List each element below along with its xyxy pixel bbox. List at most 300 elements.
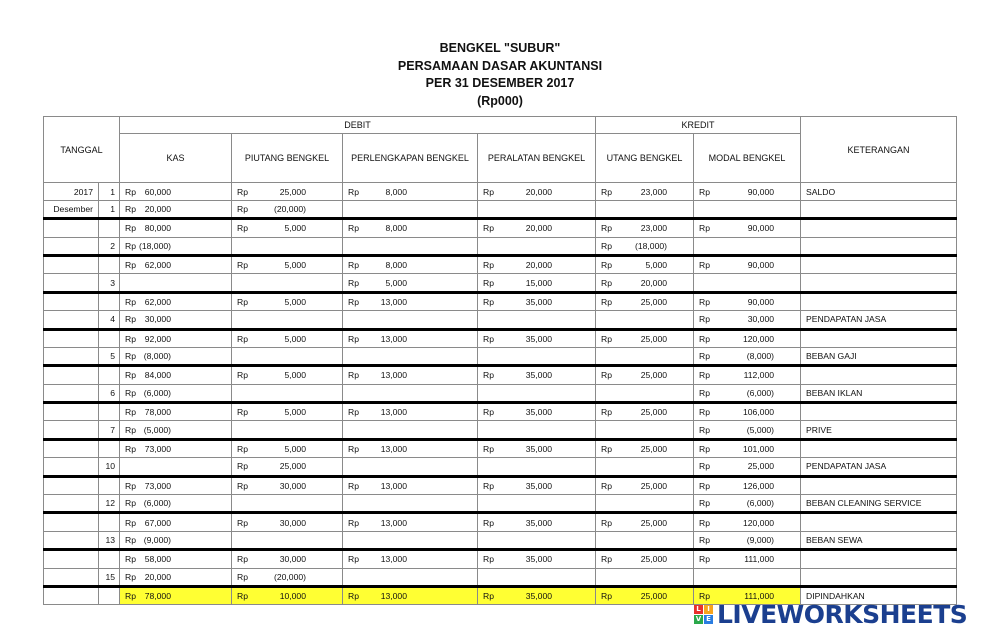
amount-value: 20,000 <box>525 260 553 271</box>
amount-value: 126,000 <box>742 480 775 491</box>
cell-peral <box>478 421 596 439</box>
amount-value: 90,000 <box>747 260 775 271</box>
amount-value: 8,000 <box>385 223 407 234</box>
table-row <box>44 495 957 513</box>
amount-value: (5,000) <box>143 424 171 435</box>
amount-value: 101,000 <box>742 444 775 455</box>
cell-utang <box>596 550 694 568</box>
currency-label: Rp <box>483 186 494 197</box>
cell-perl <box>343 183 478 200</box>
cell-tanggal <box>44 292 99 310</box>
currency-label: Rp <box>483 277 494 288</box>
currency-label: Rp <box>348 517 359 528</box>
cell-utang <box>596 439 694 457</box>
cell-kas <box>120 347 232 365</box>
amount-value: 106,000 <box>742 407 775 418</box>
currency-label: Rp <box>125 444 136 455</box>
cell-day: 6 <box>99 384 120 402</box>
cell-perl <box>343 255 478 273</box>
col-header-kas: KAS <box>120 134 232 183</box>
amount-value: 25,000 <box>747 461 775 472</box>
currency-label: Rp <box>348 444 359 455</box>
cell-day <box>99 292 120 310</box>
liveworksheets-wordmark: LIVEWORKSHEETS <box>717 599 968 629</box>
amount-value: 25,000 <box>279 461 306 472</box>
currency-label: Rp <box>125 240 136 251</box>
currency-label: Rp <box>483 554 494 565</box>
amount-value: 78,000 <box>144 591 171 602</box>
cell-modal <box>694 347 801 365</box>
cell-modal <box>694 439 801 457</box>
currency-label: Rp <box>483 591 494 602</box>
cell-kas <box>120 586 232 604</box>
currency-label: Rp <box>348 296 359 307</box>
currency-label: Rp <box>237 203 248 214</box>
col-header-perlengkapan: PERLENGKAPAN BENGKEL <box>343 134 478 183</box>
cell-kas <box>120 384 232 402</box>
table-row <box>44 421 957 439</box>
amount-value: 80,000 <box>144 223 171 234</box>
table-row <box>44 403 957 421</box>
cell-tanggal <box>44 255 99 273</box>
cell-modal <box>694 495 801 513</box>
table-row <box>44 292 957 310</box>
amount-value: 5,000 <box>284 444 306 455</box>
currency-label: Rp <box>483 223 494 234</box>
amount-value: (9,000) <box>746 535 775 545</box>
cell-piutang <box>232 495 343 513</box>
cell-tanggal <box>44 586 99 604</box>
cell-piutang <box>232 366 343 384</box>
cell-peral <box>478 403 596 421</box>
cell-perl <box>343 586 478 604</box>
cell-utang <box>596 274 694 292</box>
currency-label: Rp <box>125 407 136 418</box>
cell-keterangan: BEBAN CLEANING SERVICE <box>801 495 957 513</box>
cell-day: 1 <box>99 200 120 218</box>
cell-perl <box>343 366 478 384</box>
amount-value: 25,000 <box>640 480 668 491</box>
cell-tanggal <box>44 311 99 329</box>
cell-peral <box>478 311 596 329</box>
amount-value: 112,000 <box>743 370 775 381</box>
cell-keterangan <box>801 237 957 255</box>
amount-value: 5,000 <box>284 260 306 271</box>
amount-value: (9,000) <box>143 535 171 545</box>
amount-value: (6,000) <box>746 387 775 398</box>
currency-label: Rp <box>125 351 136 362</box>
cell-keterangan <box>801 476 957 494</box>
cell-tanggal <box>44 219 99 237</box>
col-header-kredit: KREDIT <box>596 117 801 134</box>
cell-peral <box>478 531 596 549</box>
currency-label: Rp <box>125 203 136 214</box>
cell-modal <box>694 458 801 476</box>
currency-label: Rp <box>125 480 136 491</box>
cell-perl <box>343 237 478 255</box>
cell-modal <box>694 255 801 273</box>
col-header-piutang: PIUTANG BENGKEL <box>232 134 343 183</box>
cell-peral <box>478 183 596 200</box>
table-row <box>44 200 957 218</box>
cell-utang <box>596 292 694 310</box>
cell-day <box>99 329 120 347</box>
amount-value: 23,000 <box>640 223 668 234</box>
cell-piutang <box>232 476 343 494</box>
amount-value: 90,000 <box>747 223 775 234</box>
amount-value: 25,000 <box>640 296 668 307</box>
cell-keterangan <box>801 513 957 531</box>
cell-perl <box>343 495 478 513</box>
amount-value: 73,000 <box>144 480 171 491</box>
liveworksheets-mark-icon <box>694 605 713 624</box>
currency-label: Rp <box>237 296 248 307</box>
currency-label: Rp <box>348 260 359 271</box>
amount-value: 13,000 <box>380 591 407 602</box>
currency-label: Rp <box>237 517 248 528</box>
cell-day: 10 <box>99 458 120 476</box>
currency-label: Rp <box>237 480 248 491</box>
cell-piutang <box>232 292 343 310</box>
currency-label: Rp <box>125 424 136 435</box>
cell-keterangan <box>801 568 957 586</box>
currency-label: Rp <box>483 260 494 271</box>
cell-kas <box>120 200 232 218</box>
cell-day <box>99 439 120 457</box>
cell-day: 2 <box>99 237 120 255</box>
currency-label: Rp <box>601 370 613 381</box>
cell-perl <box>343 274 478 292</box>
cell-utang <box>596 513 694 531</box>
cell-perl <box>343 421 478 439</box>
currency-label: Rp <box>125 498 136 509</box>
cell-peral <box>478 329 596 347</box>
cell-tanggal <box>44 495 99 513</box>
table-row <box>44 219 957 237</box>
amount-value: (6,000) <box>746 498 775 509</box>
cell-perl <box>343 476 478 494</box>
amount-value: 30,000 <box>279 480 306 491</box>
cell-piutang <box>232 384 343 402</box>
cell-kas <box>120 292 232 310</box>
cell-modal <box>694 183 801 200</box>
amount-value: 62,000 <box>144 260 171 271</box>
amount-value: 60,000 <box>144 186 171 197</box>
amount-value: (8,000) <box>143 351 171 362</box>
table-row <box>44 458 957 476</box>
currency-label: Rp <box>699 260 711 271</box>
currency-label: Rp <box>237 223 248 234</box>
table-row <box>44 476 957 494</box>
amount-value: 35,000 <box>525 591 553 602</box>
cell-modal <box>694 531 801 549</box>
cell-modal <box>694 476 801 494</box>
amount-value: 10,000 <box>279 591 306 602</box>
cell-tanggal <box>44 476 99 494</box>
cell-peral <box>478 476 596 494</box>
cell-tanggal <box>44 513 99 531</box>
report-title-block <box>0 40 1000 110</box>
cell-keterangan: PENDAPATAN JASA <box>801 311 957 329</box>
amount-value: 35,000 <box>525 480 553 491</box>
cell-kas <box>120 439 232 457</box>
cell-peral <box>478 366 596 384</box>
cell-piutang <box>232 200 343 218</box>
cell-perl <box>343 550 478 568</box>
cell-kas <box>120 219 232 237</box>
amount-value: 84,000 <box>144 370 171 381</box>
currency-label: Rp <box>699 517 711 528</box>
cell-tanggal: 2017 <box>44 183 99 200</box>
cell-perl <box>343 200 478 218</box>
amount-value: 111,000 <box>744 591 775 602</box>
table-row <box>44 237 957 255</box>
amount-value: 15,000 <box>525 277 553 288</box>
currency-label: Rp <box>125 314 136 325</box>
amount-value: 120,000 <box>742 517 775 528</box>
cell-keterangan <box>801 292 957 310</box>
col-header-tanggal: TANGGAL <box>44 117 120 183</box>
cell-perl <box>343 292 478 310</box>
cell-perl <box>343 531 478 549</box>
cell-tanggal <box>44 421 99 439</box>
currency-label: Rp <box>125 535 136 545</box>
cell-tanggal <box>44 347 99 365</box>
amount-value: 25,000 <box>640 591 668 602</box>
currency-label: Rp <box>699 370 711 381</box>
currency-label: Rp <box>601 407 613 418</box>
company-name: BENGKEL "SUBUR" <box>439 41 561 55</box>
cell-piutang <box>232 329 343 347</box>
currency-label: Rp <box>348 333 359 344</box>
cell-kas <box>120 311 232 329</box>
cell-peral <box>478 255 596 273</box>
amount-value: (20,000) <box>273 571 306 582</box>
cell-peral <box>478 458 596 476</box>
cell-day: 5 <box>99 347 120 365</box>
amount-value: 62,000 <box>144 296 171 307</box>
currency-label: Rp <box>237 186 248 197</box>
cell-tanggal: Desember <box>44 200 99 218</box>
cell-keterangan: DIPINDAHKAN <box>801 586 957 604</box>
amount-value: 35,000 <box>525 370 553 381</box>
table-row <box>44 384 957 402</box>
amount-value: 20,000 <box>525 186 553 197</box>
logo-mark-tile: E <box>704 615 713 624</box>
cell-peral <box>478 347 596 365</box>
cell-utang <box>596 311 694 329</box>
cell-tanggal <box>44 384 99 402</box>
amount-value: 13,000 <box>380 554 407 565</box>
col-header-peralatan: PERALATAN BENGKEL <box>478 134 596 183</box>
logo-mark-tile: V <box>695 614 702 623</box>
cell-day: 13 <box>99 531 120 549</box>
cell-peral <box>478 274 596 292</box>
cell-kas <box>120 531 232 549</box>
table-row <box>44 439 957 457</box>
cell-kas <box>120 403 232 421</box>
currency-label: Rp <box>699 480 711 491</box>
cell-modal <box>694 384 801 402</box>
cell-peral <box>478 550 596 568</box>
currency-label: Rp <box>348 186 359 197</box>
cell-piutang <box>232 439 343 457</box>
currency-label: Rp <box>483 517 494 528</box>
cell-piutang <box>232 568 343 586</box>
cell-modal <box>694 568 801 586</box>
amount-value: 78,000 <box>144 407 171 418</box>
cell-utang <box>596 219 694 237</box>
cell-utang <box>596 586 694 604</box>
cell-perl <box>343 329 478 347</box>
cell-keterangan: BEBAN IKLAN <box>801 384 957 402</box>
table-row <box>44 366 957 384</box>
cell-peral <box>478 200 596 218</box>
cell-utang <box>596 183 694 200</box>
cell-piutang <box>232 237 343 255</box>
amount-value: 23,000 <box>640 186 668 197</box>
currency-label: Rp <box>699 223 711 234</box>
logo-mark-tile: I <box>704 605 713 614</box>
cell-perl <box>343 384 478 402</box>
currency-label: Rp <box>699 333 711 344</box>
currency-label: Rp <box>601 517 613 528</box>
table-row <box>44 347 957 365</box>
amount-value: 30,000 <box>144 314 171 325</box>
currency-label: Rp <box>125 387 136 398</box>
cell-utang <box>596 347 694 365</box>
cell-day: 1 <box>99 183 120 200</box>
amount-value: (18,000) <box>138 240 171 251</box>
amount-value: 30,000 <box>279 517 306 528</box>
amount-value: 13,000 <box>380 370 407 381</box>
cell-peral <box>478 439 596 457</box>
currency-label: Rp <box>601 223 613 234</box>
report-unit: (Rp000) <box>477 93 523 108</box>
amount-value: 58,000 <box>144 554 171 565</box>
cell-keterangan: PRIVE <box>801 421 957 439</box>
table-row <box>44 274 957 292</box>
amount-value: 35,000 <box>525 517 553 528</box>
cell-keterangan <box>801 366 957 384</box>
cell-modal <box>694 237 801 255</box>
cell-piutang <box>232 274 343 292</box>
currency-label: Rp <box>699 535 711 545</box>
currency-label: Rp <box>699 407 711 418</box>
cell-kas <box>120 274 232 292</box>
cell-kas <box>120 458 232 476</box>
table-row <box>44 255 957 273</box>
cell-day <box>99 255 120 273</box>
currency-label: Rp <box>125 223 136 234</box>
currency-label: Rp <box>483 444 494 455</box>
cell-kas <box>120 550 232 568</box>
currency-label: Rp <box>348 480 359 491</box>
cell-modal <box>694 292 801 310</box>
currency-label: Rp <box>699 554 711 565</box>
cell-piutang <box>232 550 343 568</box>
cell-keterangan: BEBAN SEWA <box>801 531 957 549</box>
cell-peral <box>478 219 596 237</box>
col-header-utang: UTANG BENGKEL <box>596 134 694 183</box>
cell-keterangan <box>801 550 957 568</box>
amount-value: 25,000 <box>640 444 668 455</box>
amount-value: 5,000 <box>284 296 306 307</box>
cell-utang <box>596 384 694 402</box>
amount-value: 90,000 <box>747 296 775 307</box>
currency-label: Rp <box>237 591 248 602</box>
cell-day: 7 <box>99 421 120 439</box>
amount-value: 13,000 <box>380 333 407 344</box>
cell-tanggal <box>44 458 99 476</box>
cell-keterangan <box>801 200 957 218</box>
currency-label: Rp <box>125 370 136 381</box>
amount-value: 5,000 <box>284 407 306 418</box>
currency-label: Rp <box>125 260 136 271</box>
cell-tanggal <box>44 531 99 549</box>
cell-piutang <box>232 458 343 476</box>
cell-piutang <box>232 513 343 531</box>
cell-day <box>99 403 120 421</box>
cell-perl <box>343 458 478 476</box>
currency-label: Rp <box>125 517 136 528</box>
cell-keterangan <box>801 274 957 292</box>
currency-label: Rp <box>699 424 711 435</box>
currency-label: Rp <box>483 480 494 491</box>
table-row <box>44 183 957 200</box>
currency-label: Rp <box>699 387 711 398</box>
amount-value: 25,000 <box>279 186 306 197</box>
cell-utang <box>596 329 694 347</box>
currency-label: Rp <box>699 186 711 197</box>
amount-value: 35,000 <box>525 554 553 565</box>
amount-value: 25,000 <box>640 554 668 565</box>
amount-value: 30,000 <box>747 314 775 325</box>
liveworksheets-logo <box>694 598 967 630</box>
currency-label: Rp <box>237 571 248 582</box>
currency-label: Rp <box>237 554 248 565</box>
currency-label: Rp <box>125 554 136 565</box>
cell-day: 3 <box>99 274 120 292</box>
cell-utang <box>596 366 694 384</box>
currency-label: Rp <box>699 351 711 362</box>
col-header-keterangan: KETERANGAN <box>801 117 957 183</box>
amount-value: 25,000 <box>640 370 668 381</box>
currency-label: Rp <box>483 296 494 307</box>
currency-label: Rp <box>348 223 359 234</box>
cell-kas <box>120 255 232 273</box>
cell-day: 15 <box>99 568 120 586</box>
currency-label: Rp <box>601 554 613 565</box>
currency-label: Rp <box>237 333 248 344</box>
cell-kas <box>120 568 232 586</box>
currency-label: Rp <box>348 277 359 288</box>
cell-day <box>99 476 120 494</box>
currency-label: Rp <box>348 554 359 565</box>
cell-modal <box>694 421 801 439</box>
cell-perl <box>343 403 478 421</box>
currency-label: Rp <box>601 591 613 602</box>
currency-label: Rp <box>601 240 613 251</box>
amount-value: 30,000 <box>279 554 306 565</box>
currency-label: Rp <box>483 370 494 381</box>
col-header-debit: DEBIT <box>120 117 596 134</box>
cell-utang <box>596 568 694 586</box>
cell-perl <box>343 513 478 531</box>
currency-label: Rp <box>601 444 613 455</box>
accounting-equation-table <box>43 116 957 605</box>
cell-perl <box>343 568 478 586</box>
